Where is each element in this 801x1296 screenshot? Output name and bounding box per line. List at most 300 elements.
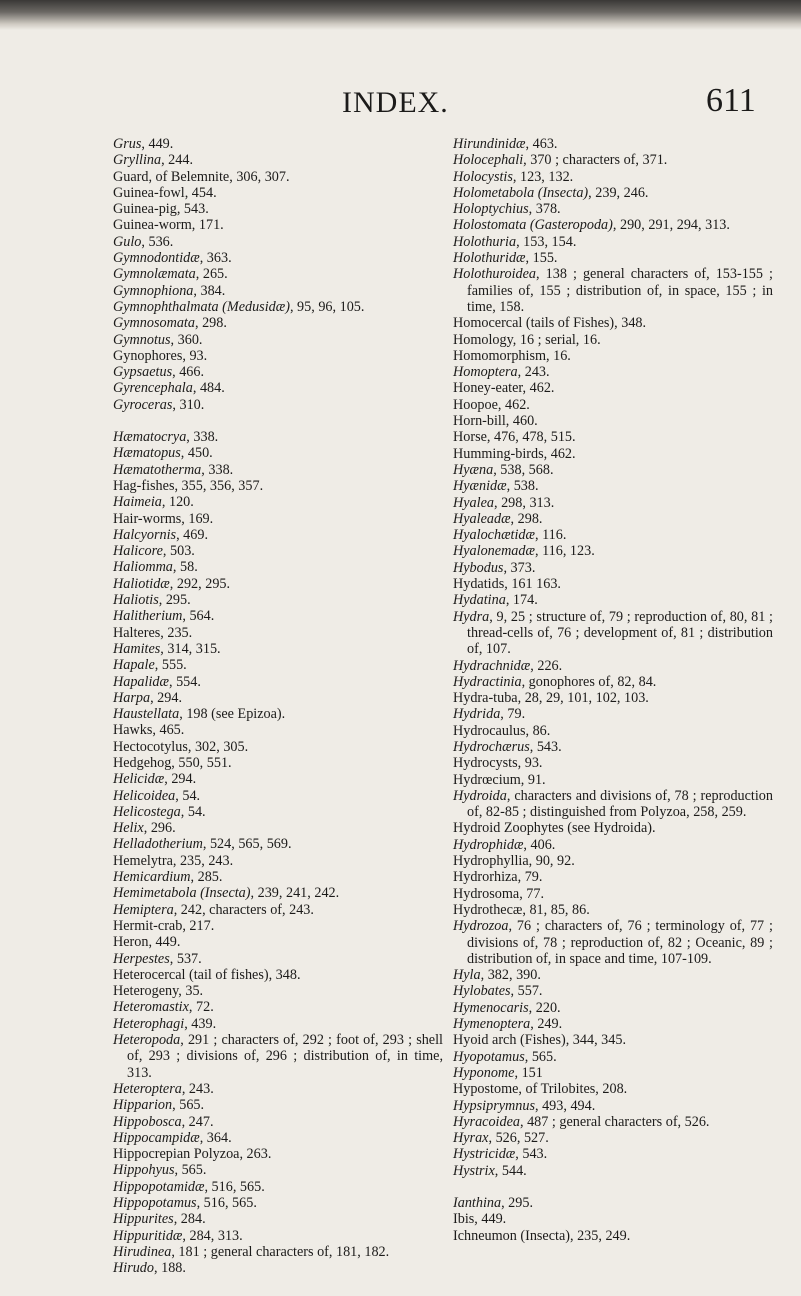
index-entry — [113, 397, 443, 413]
entry-refs: , 226. — [530, 657, 563, 674]
entry-term: Hydrothecæ, 81, 85, 86. — [453, 901, 590, 918]
entry-refs: , 138 ; general characters of, 153-155 ; families of, 155 ; distribution of, in space, 155 ; in time, 158. — [467, 266, 773, 315]
entry-refs: , 58. — [172, 559, 198, 576]
index-entry — [453, 1000, 773, 1016]
index-entry — [113, 853, 443, 869]
entry-term: Helicoidea — [113, 787, 176, 804]
entry-refs: , 463. — [525, 136, 558, 152]
entry-term: Hydrochærus — [453, 738, 530, 755]
index-entry — [453, 397, 773, 413]
entry-term: Heterocercal (tail of fishes), 348. — [113, 966, 301, 983]
entry-term: Holometabola (Insecta) — [453, 184, 589, 201]
entry-term: Horse, 476, 478, 515. — [453, 429, 576, 446]
entry-term: Hyæna — [453, 461, 494, 478]
entry-term: Hyrax — [453, 1130, 489, 1147]
entry-term: Gymnolæmata — [113, 266, 196, 283]
entry-term: Gymnophthalmata (Medusidæ) — [113, 298, 290, 315]
entry-term: Hyaleadæ — [453, 510, 511, 527]
entry-term: Hydroid Zoophytes (see Hydroida). — [453, 820, 656, 837]
entry-refs: , 370 ; characters of, 371. — [523, 152, 668, 169]
index-entry — [453, 462, 773, 478]
index-entry — [113, 348, 443, 364]
entry-term: Homomorphism, 16. — [453, 347, 571, 364]
entry-term: Hamites — [113, 640, 161, 657]
entry-refs: , 290, 291, 294, 313. — [612, 217, 730, 234]
entry-refs: , 174. — [505, 592, 538, 609]
entry-refs: , 116. — [534, 527, 567, 544]
index-entry — [113, 739, 443, 755]
index-entry — [113, 934, 443, 950]
index-entry — [453, 152, 773, 168]
entry-term: Hemiptera — [113, 901, 174, 918]
entry-term: Hapalidæ — [113, 673, 169, 690]
index-entry — [453, 1146, 773, 1162]
index-entry — [113, 999, 443, 1015]
entry-refs: , 363. — [199, 250, 232, 267]
index-entry — [453, 755, 773, 771]
entry-refs: , 565. — [172, 1097, 205, 1114]
entry-refs: , 294. — [164, 771, 197, 788]
index-entry — [453, 429, 773, 445]
entry-refs: , 294. — [150, 689, 182, 706]
entry-term: Halitherium — [113, 608, 183, 625]
entry-term: Hippopotamidæ — [113, 1178, 205, 1195]
entry-term: Haliomma — [113, 559, 173, 576]
entry-term: Humming-birds, 462. — [453, 445, 576, 462]
index-entry — [113, 1097, 443, 1113]
index-entry — [113, 234, 443, 250]
page-header — [0, 82, 801, 126]
entry-refs: , 543. — [515, 1146, 548, 1163]
entry-term: Guinea-pig, 543. — [113, 201, 209, 218]
entry-term: Horn-bill, 460. — [453, 413, 538, 430]
entry-refs: , 298. — [194, 315, 227, 332]
entry-term: Hymenoptera — [453, 1016, 531, 1033]
entry-term: Hippuritidæ — [113, 1227, 183, 1244]
entry-refs: , 360. — [170, 331, 203, 348]
index-entry — [453, 413, 773, 429]
entry-term: Haustellata — [113, 706, 180, 723]
index-entry — [113, 674, 443, 690]
entry-term: Holostomata (Gasteropoda) — [453, 217, 613, 234]
index-entry — [113, 706, 443, 722]
index-entry — [113, 625, 443, 641]
entry-refs: , 565. — [524, 1048, 557, 1065]
index-entry — [113, 136, 443, 152]
index-entry — [453, 201, 773, 217]
index-entry — [113, 885, 443, 901]
index-entry — [113, 690, 443, 706]
page-top-edge — [0, 0, 801, 30]
entry-term: Hæmatopus — [113, 445, 181, 462]
entry-refs: , 406. — [523, 836, 556, 853]
entry-term: Hippohyus — [113, 1162, 175, 1179]
entry-refs: , 384. — [193, 282, 226, 299]
index-entry — [453, 674, 773, 690]
index-entry — [113, 1162, 443, 1178]
entry-term: Gymnotus — [113, 331, 171, 348]
entry-refs: , 155. — [525, 250, 558, 267]
entry-term: Ichneumon (Insecta), 235, 249. — [453, 1227, 631, 1244]
entry-refs: , 54. — [175, 787, 201, 804]
entry-term: Helix — [113, 820, 144, 837]
entry-refs: , 373. — [503, 559, 536, 576]
index-entry — [113, 576, 443, 592]
entry-term: Hydrosoma, 77. — [453, 885, 545, 902]
entry-refs: , 243. — [517, 364, 550, 381]
entry-term: Gymnophiona — [113, 282, 194, 299]
entry-term: Hyænidæ — [453, 478, 507, 495]
entry-refs: , 72. — [188, 999, 214, 1016]
entry-refs: , 314, 315. — [160, 640, 221, 657]
entry-refs: , 516, 565. — [196, 1195, 257, 1211]
entry-refs: , 296. — [143, 820, 176, 837]
page-title: INDEX. — [342, 86, 449, 119]
entry-refs: , 76 ; characters of, 76 ; terminology of, 77 ; divisions of, 78 ; reproduction of, 82 ; Oceanic, 89 ; distribution of, in space and time, 107-109. — [467, 918, 773, 967]
entry-refs: , 503. — [162, 543, 195, 560]
index-entry — [113, 1228, 443, 1244]
entry-term: Hydatids, 161 163. — [453, 576, 561, 593]
entry-refs: , 295. — [501, 1195, 533, 1211]
index-entry — [453, 511, 773, 527]
entry-refs: , 484. — [192, 380, 225, 397]
entry-refs: , 378. — [528, 201, 561, 218]
entry-term: Holothuridæ — [453, 250, 526, 267]
index-entry — [453, 576, 773, 592]
index-entry — [113, 1211, 443, 1227]
entry-term: Hyponome — [453, 1064, 515, 1081]
entry-term: Hystricidæ — [453, 1146, 516, 1163]
index-entry — [453, 1081, 773, 1097]
entry-term: Holoptychius — [453, 201, 529, 218]
entry-refs: , 565. — [174, 1162, 207, 1179]
index-entry — [453, 690, 773, 706]
index-entry — [113, 315, 443, 331]
entry-term: Grus — [113, 136, 142, 152]
index-entry — [113, 332, 443, 348]
entry-refs: , 249. — [530, 1016, 563, 1033]
index-entry — [453, 1114, 773, 1130]
index-entry — [113, 755, 443, 771]
index-entry — [453, 495, 773, 511]
entry-refs: , 284, 313. — [182, 1227, 243, 1244]
index-entry — [453, 918, 773, 967]
entry-term: Hawks, 465. — [113, 722, 185, 739]
page-number: 611 — [706, 82, 756, 119]
entry-term: Gypsaetus — [113, 364, 173, 381]
entry-refs: , characters and divisions of, 78 ; reproduction of, 82-85 ; distinguished from Polyzoa, 258, 259. — [467, 787, 773, 821]
entry-term: Hæmatotherma — [113, 461, 202, 478]
entry-refs: , 554. — [168, 673, 201, 690]
entry-term: Hirundinidæ — [453, 136, 526, 152]
index-entry — [113, 951, 443, 967]
entry-refs: , 298, 313. — [493, 494, 555, 511]
entry-term: Hydatina — [453, 592, 506, 609]
index-entry — [453, 886, 773, 902]
entry-refs: , 487 ; general characters of, 526. — [519, 1113, 710, 1130]
entry-term: Halcyornis — [113, 526, 177, 543]
index-entry — [453, 380, 773, 396]
index-entry — [113, 983, 443, 999]
entry-refs: , 543. — [529, 738, 562, 755]
entry-term: Hyalea — [453, 494, 494, 511]
index-column-right — [453, 136, 773, 1244]
index-entry — [453, 853, 773, 869]
entry-refs: , 123, 132. — [512, 168, 574, 185]
index-entry — [453, 1211, 773, 1227]
entry-term: Honey-eater, 462. — [453, 380, 555, 397]
entry-refs: , 516, 565. — [204, 1178, 265, 1195]
entry-term: Gulo — [113, 233, 142, 250]
entry-term: Hydrœcium, 91. — [453, 771, 546, 788]
index-entry — [453, 527, 773, 543]
index-entry — [113, 1260, 443, 1276]
entry-refs: , 291 ; characters of, 292 ; foot of, 293 ; shell of, 293 ; divisions of, 296 ; distribution of, in time, 313. — [127, 1032, 443, 1081]
entry-term: Gyroceras — [113, 396, 173, 413]
index-entry — [453, 1098, 773, 1114]
index-entry — [453, 543, 773, 559]
entry-term: Heteropoda — [113, 1032, 181, 1049]
entry-refs: , 285. — [190, 869, 223, 886]
index-entry — [113, 1081, 443, 1097]
entry-term: Hyracoidea — [453, 1113, 520, 1130]
index-entry — [453, 169, 773, 185]
entry-term: Guinea-worm, 171. — [113, 217, 224, 234]
entry-term: Guard, of Belemnite, 306, 307. — [113, 168, 290, 185]
index-entry — [453, 592, 773, 608]
entry-term: Homocercal (tails of Fishes), 348. — [453, 315, 647, 332]
index-entry — [453, 739, 773, 755]
entry-term: Hyalochætidæ — [453, 527, 535, 544]
index-entry — [453, 1016, 773, 1032]
index-entry — [453, 609, 773, 658]
index-entry — [453, 788, 773, 821]
entry-term: Halicore — [113, 543, 163, 560]
index-entry — [453, 1065, 773, 1081]
index-entry — [113, 543, 443, 559]
entry-term: Hippurites — [113, 1211, 174, 1228]
index-entry — [113, 641, 443, 657]
entry-term: Holocystis — [453, 168, 513, 185]
entry-term: Hybodus — [453, 559, 504, 576]
entry-refs: , 198 (see Epizoa). — [179, 706, 286, 723]
entry-term: Ianthina — [453, 1195, 502, 1211]
index-entry — [113, 527, 443, 543]
index-entry — [113, 1244, 443, 1260]
entry-term: Hippocrepian Polyzoa, 263. — [113, 1146, 272, 1163]
entry-term: Hermit-crab, 217. — [113, 917, 215, 934]
entry-term: Hydrorhiza, 79. — [453, 869, 543, 886]
entry-refs: , 564. — [182, 608, 215, 625]
index-entry — [453, 772, 773, 788]
entry-refs: , 9, 25 ; structure of, 79 ; reproduction of, 80, 81 ; thread-cells of, 76 ; development of, 81 ; distribution of, 107. — [467, 608, 773, 658]
entry-refs: , 536. — [141, 233, 174, 250]
index-entry — [113, 788, 443, 804]
entry-term: Hystrix — [453, 1162, 495, 1179]
entry-refs: , 153, 154. — [516, 233, 577, 250]
entry-refs: , 557. — [510, 983, 543, 1000]
index-entry — [113, 1130, 443, 1146]
index-entry — [453, 902, 773, 918]
entry-refs: , 555. — [154, 657, 187, 674]
index-entry — [113, 967, 443, 983]
entry-refs: , 298. — [510, 510, 543, 527]
entry-term: Heterogeny, 35. — [113, 983, 204, 1000]
entry-term: Helicostega — [113, 803, 181, 820]
entry-term: Hectocotylus, 302, 305. — [113, 738, 249, 755]
index-entry — [453, 1130, 773, 1146]
entry-term: Hydrophidæ — [453, 836, 524, 853]
entry-term: Hedgehog, 550, 551. — [113, 754, 232, 771]
index-entry — [113, 169, 443, 185]
entry-refs: , 181 ; general characters of, 181, 182. — [171, 1243, 390, 1260]
entry-term: Hæmatocrya — [113, 429, 187, 446]
entry-term: Hippobosca — [113, 1113, 182, 1130]
entry-refs: , 220. — [528, 999, 561, 1016]
entry-refs: , 524, 565, 569. — [202, 836, 292, 853]
entry-term: Helicidæ — [113, 771, 165, 788]
entry-term: Hydractinia — [453, 673, 522, 690]
entry-refs: , 120. — [161, 494, 194, 511]
entry-term: Hydra — [453, 608, 490, 625]
entry-term: Helladotherium — [113, 836, 203, 853]
index-entry — [453, 1195, 773, 1211]
index-entry — [453, 478, 773, 494]
entry-refs: , 338. — [201, 461, 234, 478]
index-entry — [113, 445, 443, 461]
entry-term: Hypsiprymnus — [453, 1097, 535, 1114]
entry-refs: , 310. — [172, 396, 205, 413]
index-entry — [113, 608, 443, 624]
entry-term: Halteres, 235. — [113, 624, 193, 641]
entry-term: Hyopotamus — [453, 1048, 525, 1065]
entry-term: Hippopotamus — [113, 1195, 197, 1211]
index-entry — [113, 511, 443, 527]
entry-refs: , 242, characters of, 243. — [173, 901, 314, 918]
entry-refs: , 95, 96, 105. — [289, 298, 365, 315]
index-entry — [113, 364, 443, 380]
entry-refs: , 239, 241, 242. — [250, 885, 340, 902]
index-entry — [453, 250, 773, 266]
entry-refs: , 295. — [158, 592, 191, 609]
index-entry — [113, 559, 443, 575]
entry-refs: , 526, 527. — [488, 1130, 549, 1147]
index-entry — [453, 266, 773, 315]
index-entry — [113, 918, 443, 934]
entry-term: Hydrocysts, 93. — [453, 755, 543, 772]
entry-refs: , 151 — [514, 1064, 543, 1081]
entry-refs: , 450. — [180, 445, 213, 462]
entry-refs: , 247. — [181, 1113, 214, 1130]
entry-refs: , 469. — [176, 526, 208, 543]
entry-term: Gymnosomata — [113, 315, 195, 332]
index-entry — [453, 364, 773, 380]
entry-refs: , 244. — [161, 152, 193, 169]
index-entry — [453, 1163, 773, 1179]
entry-refs: , 538, 568. — [493, 461, 554, 478]
entry-term: Haimeia — [113, 494, 162, 511]
index-entry — [113, 201, 443, 217]
index-entry — [113, 1032, 443, 1081]
entry-term: Hipparion — [113, 1097, 173, 1114]
index-entry — [113, 804, 443, 820]
index-entry — [453, 560, 773, 576]
entry-term: Hydrozoa — [453, 918, 509, 935]
entry-refs: , 239, 246. — [588, 184, 649, 201]
index-entry — [113, 1146, 443, 1162]
entry-refs: , 338. — [186, 429, 219, 446]
index-entry — [113, 771, 443, 787]
entry-term: Guinea-fowl, 454. — [113, 184, 217, 201]
index-entry — [113, 902, 443, 918]
entry-term: Herpestes — [113, 950, 170, 967]
index-entry — [453, 967, 773, 983]
index-entry — [113, 217, 443, 233]
index-entry — [113, 185, 443, 201]
entry-term: Hirudinea — [113, 1243, 172, 1260]
entry-term: Haliotis — [113, 592, 159, 609]
entry-term: Hydrocaulus, 86. — [453, 722, 551, 739]
entry-refs: , 538. — [506, 478, 539, 495]
entry-term: Gynophores, 93. — [113, 347, 208, 364]
entry-term: Haliotidæ — [113, 575, 170, 592]
index-entry — [453, 820, 773, 836]
entry-term: Hymenocaris — [453, 999, 529, 1016]
entry-term: Homology, 16 ; serial, 16. — [453, 331, 601, 348]
entry-term: Hemelytra, 235, 243. — [113, 852, 234, 869]
index-entry — [453, 217, 773, 233]
entry-refs: , 79. — [500, 706, 526, 723]
index-entry — [113, 283, 443, 299]
entry-refs: , 54. — [180, 803, 206, 820]
entry-term: Hydrachnidæ — [453, 657, 531, 674]
index-entry — [113, 1179, 443, 1195]
entry-term: Hair-worms, 169. — [113, 510, 214, 527]
entry-term: Hylobates — [453, 983, 511, 1000]
entry-term: Hemicardium — [113, 869, 191, 886]
index-entry — [453, 185, 773, 201]
index-entry — [453, 1228, 773, 1244]
index-entry — [453, 348, 773, 364]
index-entry — [113, 266, 443, 282]
index-entry — [113, 1114, 443, 1130]
entry-term: Hapale — [113, 657, 155, 674]
entry-term: Hoopoe, 462. — [453, 396, 530, 413]
entry-refs: , 466. — [172, 364, 205, 381]
entry-refs: , 116, 123. — [534, 543, 595, 560]
entry-refs: , 265. — [195, 266, 228, 283]
entry-refs: , 292, 295. — [169, 575, 231, 592]
entry-term: Heteromastix — [113, 999, 189, 1016]
index-entry — [453, 658, 773, 674]
entry-term: Hyalonemadæ — [453, 543, 535, 560]
entry-term: Heterophagi — [113, 1015, 185, 1032]
index-entry — [453, 332, 773, 348]
index-entry — [113, 299, 443, 315]
index-entry — [113, 657, 443, 673]
entry-refs: , gonophores of, 82, 84. — [521, 673, 657, 690]
entry-refs: , 382, 390. — [480, 967, 541, 984]
index-entry — [113, 429, 443, 445]
index-entry — [453, 136, 773, 152]
entry-refs: , 537. — [169, 950, 202, 967]
entry-term: Hippocampidæ — [113, 1129, 200, 1146]
entry-term: Hydra-tuba, 28, 29, 101, 102, 103. — [453, 690, 649, 707]
index-entry — [453, 1049, 773, 1065]
index-entry — [453, 446, 773, 462]
index-entry — [113, 494, 443, 510]
entry-term: Heteroptera — [113, 1080, 182, 1097]
